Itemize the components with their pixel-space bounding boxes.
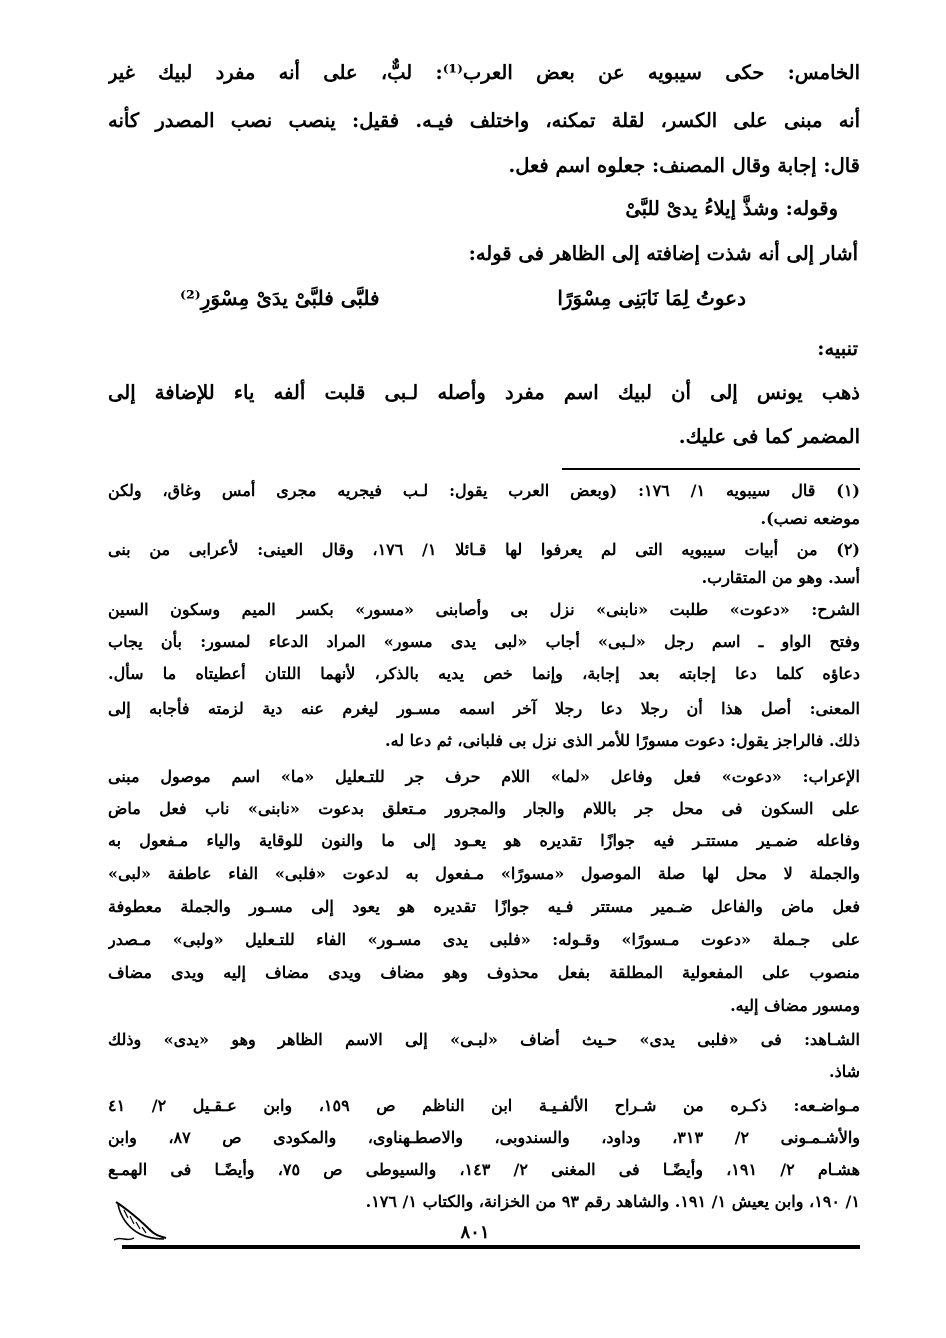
- sharh-line-1: الشرح: «دعوت» طلبت «نابنى» نزل بى وأصابنى «مسور» بكسر الميم وسكون السين: [108, 600, 860, 619]
- irab-line-4: والجملة لا محل لها صلة الموصول «مسورًا» مـفعول به لدعوت «فلبى» الفاء عاطفة «لبى»: [108, 864, 860, 883]
- irab-line-1: الإعراب: «دعوت» فعل وفاعل «لما» اللام حرف جر للتـعليل «ما» اسم موصول مبنى: [108, 767, 860, 786]
- verse-second-hemistich: فلبَّى فلبَّىْ يدَىْ مِسْوَرِ⁽²⁾: [180, 286, 380, 310]
- sharh-line-3: دعاؤه كلما دعا إجابته بعد إجابة، وإنما خص يديه بالذكر، لأنهما اللتان أعطيتاه ما سأل.: [108, 664, 860, 683]
- note-line-1: ذهب يونس إلى أن لبيك اسم مفرد وأصله لـبى قلبت ألفه ياء للإضافة إلى: [108, 381, 860, 404]
- shahid-line-1: الشـاهد: فى «فلبى يدى» حـيث أضاف «لبـى» إلى الاسم الظاهر وهو «يدى» وذلك: [108, 1030, 860, 1049]
- footnote-separator: [562, 468, 860, 470]
- quoted-verse-line: وقوله: وشذَّ إيلاءُ يدىْ للبَّىْ: [625, 197, 838, 220]
- sharh-line-2: وفتح الواو ـ اسم رجل «لـبى» أجاب «لبى يدى مسور» المراد الدعاء لمسور: بأن يجاب: [108, 632, 860, 651]
- quill-ornament-icon: [110, 1196, 172, 1246]
- page-number: ٨٠١: [460, 1222, 490, 1243]
- main-line-3: قال: إجابة وقال المصنف: جعلوه اسم فعل.: [508, 154, 860, 177]
- verse-first-hemistich: دعوتُ لِمَا نَابَنِى مِسْوَرًا: [557, 286, 746, 310]
- mawadi-line-1: مـواضـعه: ذكـره من شـراح الألفـيـة ابن الناظم ص ١٥٩، وابن عـقـيل ٢/ ٤١: [108, 1096, 860, 1115]
- irab-line-6: على جـملة «دعوت مـسورًا» وقـوله: «فلبى يدى مسـور» الفاء للتـعليل «ولبى» مـصدر: [108, 930, 860, 949]
- poetry-verse: [180, 278, 746, 318]
- footnote-1-line-1: (١) قال سيبويه ١/ ١٧٦: (وبعض العرب يقول: لـب فيجريه مجرى أمس وغاق، ولكن: [108, 481, 860, 500]
- irab-line-7: منصوب على المفعولية المطلقة بفعل محذوف وهو مضاف ويدى مضاف إليه ويدى مضاف: [108, 963, 860, 982]
- main-line-2: أنه مبنى على الكسر، لقلة تمكنه، واختلف فيـه. فقيل: ينصب نصب المصدر كأنه: [108, 109, 860, 132]
- irab-line-8: ومسور مضاف إليه.: [730, 996, 860, 1015]
- main-line-1: الخامس: حكى سيبويه عن بعض العرب⁽¹⁾: لبٌّ، على أنه مفرد لبيك غير: [108, 61, 860, 84]
- irab-line-3: وفاعله ضمـير مستتـر فيه جوازًا تقديره هو يعـود إلى ما والنون للوقاية والياء مـفعول به: [108, 831, 860, 850]
- footnote-2-line-1: (٢) من أبيات سيبويه التى لم يعرفوا لها قـائلا ١/ ١٧٦، وقال العينى: لأعرابى من بنى: [108, 540, 860, 559]
- mawadi-line-2: والأشـمـونى ٢/ ٣١٣، وداود، والسندوبى، والاصطـهناوى، والمكودى ص ٨٧، وابن: [108, 1128, 860, 1147]
- maana-line-2: ذلك. فالراجز يقول: دعوت مسورًا للأمر الذى نزل بى فلبانى، ثم دعا له.: [385, 731, 860, 750]
- mawadi-line-4: ١/ ١٩٠، وابن يعيش ١/ ١٩١. والشاهد رقم ٩٣ من الخزانة، والكتاب ١/ ١٧٦.: [365, 1192, 860, 1211]
- shahid-line-2: شاذ.: [829, 1062, 860, 1081]
- mawadi-line-3: هشـام ٢/ ١٩١، وأيضًـا فى المغنى ٢/ ١٤٣، والسيوطى ص ٧٥، وأيضًـا فى الهمـع: [108, 1160, 860, 1179]
- note-line-2: المضمر كما فى عليك.: [678, 425, 860, 448]
- footnote-1-line-2: موضعه نصب).: [760, 509, 860, 528]
- irab-line-2: على السكون فى محل جر باللام والجار والمجرور مـتعلق بدعوت «نابنى» ناب فعل ماض: [108, 799, 860, 818]
- main-line-5: أشار إلى أنه شذت إضافته إلى الظاهر فى قوله:: [468, 242, 858, 265]
- footnote-2-line-2: أسد. وهو من المتقارب.: [701, 568, 860, 587]
- footer-rule: [122, 1245, 860, 1249]
- maana-line-1: المعنى: أصل هذا أن رجلا دعا رجلا آخر اسمه مسـور ليغرم عنه دية لزمته فأجابه إلى: [108, 699, 860, 718]
- irab-line-5: فعل ماض والفاعل ضـمير مستتر فـيه جوازًا تقديره هو يعود إلى مسـور والجملة معطوفة: [108, 897, 860, 916]
- note-heading: تنبيه:: [817, 337, 858, 360]
